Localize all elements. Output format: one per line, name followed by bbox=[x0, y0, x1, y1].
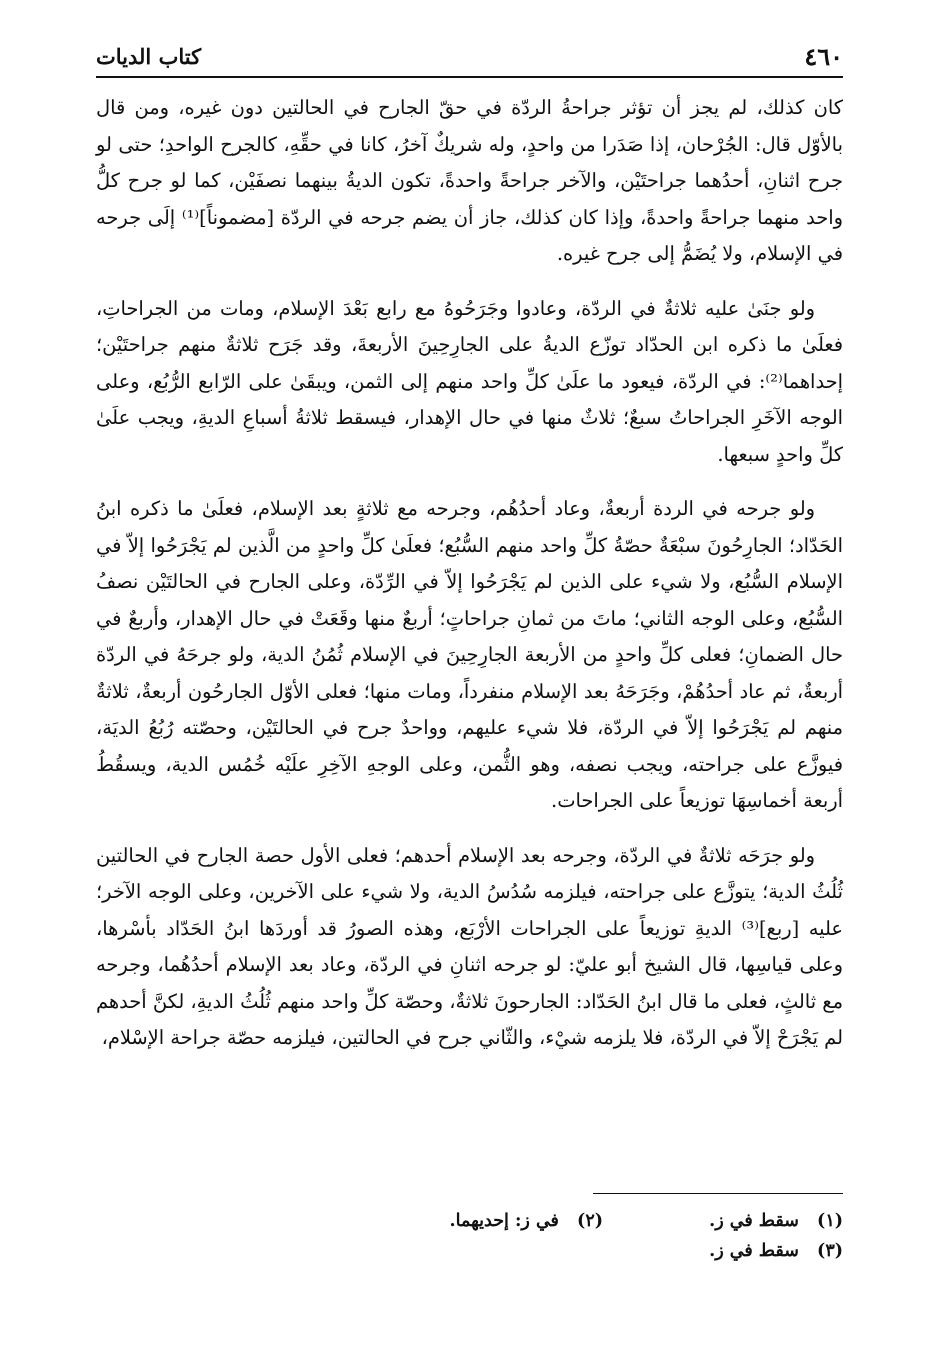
main-text bbox=[96, 90, 843, 1075]
footnote-text: سقط في ز. bbox=[709, 1211, 799, 1231]
page-header bbox=[96, 36, 843, 78]
footnote-1 bbox=[603, 1206, 843, 1236]
page-number: ٤٦٠ bbox=[804, 41, 843, 71]
footnote-number: (٢) bbox=[577, 1211, 603, 1231]
footnote-text: سقط في ز. bbox=[709, 1241, 799, 1261]
footnote-separator bbox=[593, 1193, 843, 1194]
footnote-2 bbox=[363, 1206, 603, 1236]
running-title: كتاب الديات bbox=[96, 43, 202, 69]
footnote-number: (٣) bbox=[817, 1241, 843, 1261]
footnote-row bbox=[96, 1206, 843, 1236]
footnote-number: (١) bbox=[817, 1211, 843, 1231]
paragraph-3: ولو جرحه في الردة أربعةٌ، وعاد أحدُهُم، وجرحه مع ثلاثةٍ بعد الإسلام، فعلَىٰ ما ذكره ابنُ الحَدّاد؛ الجارِحُونَ سبْعَةٌ حصّةُ كلِّ واحد منهم السُّبُع؛ فعلَىٰ كلِّ واحدٍ من الَّذين لم يَجْرَحُوا إلاّ في الإسلام السُّبُع، ولا شيء على الذين لم يَجْرَحُوا إلاّ في الرِّدّة، وعلى الجارح في الحالتَيْن نصفُ السُّبُع، وعلى الوجه الثاني؛ ماتَ من ثمانِ جراحاتٍ؛ أربعٌ منها وقَعَتْ في حال الإهدار، وأربعٌ في حال الضمانِ؛ فعلى كلِّ واحدٍ من الأربعة الجارِحِينَ في الإسلام ثُمُنُ الدية، ولو جرحَهُ في الردّة أربعةٌ، ثم عاد أحدُهُمْ، وجَرَحَهُ بعد الإسلام منفرداً، ومات منها؛ فعلى الأوّل الجارحُون أربعةٌ، ثلاثةٌ منهم لم يَجْرَحُوا إلاّ في الردّة، فلا شيء عليهم، وواحدٌ جرح في الحالتَيْن، وحصّته رُبُعُ الديَة، فيوزَّع على جراحته، ويجب نصفه، وهو الثُّمن، وعلى الوجهِ الآخِرِ علَيْه خُمُس الدية، ويسقُطُ أربعة أخماسِهَا توزيعاً على الجراحات. bbox=[96, 497, 843, 812]
footnote-text: في ز: إحديهما. bbox=[449, 1211, 559, 1231]
footnote-row bbox=[96, 1236, 843, 1266]
paragraph-2: ولو جنَىٰ عليه ثلاثةٌ في الردّة، وعادوا وجَرَحُوهُ مع رابع بَعْدَ الإسلام، ومات من الجراحاتِ، فعلَىٰ ما ذكره ابن الحدّاد توزّع الديةُ على الجارِحِينَ الأربعةَ، وقد جَرَح ثلاثةٌ منهم جراحتَيْن؛ إحداهما⁽²⁾: في الردّة، فيعود ما علَىٰ كلِّ واحد منهم إلى الثمن، ويبقَىٰ على الرّابع الرُّبُع، وعلى الوجه الآخَرِ الجراحاتُ سبعٌ؛ ثلاثٌ منها في حال الإهدار، فيسقط ثلاثةُ أسباعِ الديةِ، ويجب علَىٰ كلِّ واحدٍ سبعها. bbox=[96, 296, 843, 466]
footnote-3 bbox=[603, 1236, 843, 1266]
paragraph-1: كان كذلك، لم يجز أن تؤثر جراحةُ الردّة في حقّ الجارح في الحالتين دون غيره، ومن قال بالأوّل قال: الجُرْحان، إذا صَدَرا من واحدٍ، وله شريكٌ آخرُ، كانا في حقِّهِ، كالجرح الواحدِ؛ حتى لو جرح اثنانِ، أحدُهما جراحتَيْن، والآخر جراحةً واحدةً، تكون الديةُ بينهما نصفَيْن، كما لو جرح كلُّ واحد منهما جراحةً واحدةً، وإذا كان كذلك، جاز أن يضم جرحه في الردّة [مضموناً]⁽¹⁾ إلَى جرحه في الإسلام، ولا يُضَمُّ إلى جرح غيره. bbox=[96, 96, 843, 265]
footnotes bbox=[96, 1206, 843, 1266]
paragraph-4: ولو جرَحَه ثلاثةٌ في الردّة، وجرحه بعد الإسلام أحدهم؛ فعلى الأول حصة الجارح في الحالتين ثُلُثُ الدية؛ يتوزَّع على جراحته، فيلزمه سُدُسُ الدية، ولا شيء على الآخرين، وعلى الوجه الآخر؛ عليه [ربع]⁽³⁾ الديةِ توزيعاً على الجراحات الأرْبَع، وهذه الصورُ قد أوردَها ابنُ الحَدّاد بأسْرها، وعلى قياسِها، قال الشيخ أبو عليّ: لو جرحه اثنانِ في الردّة، وعاد بعد الإسلام أحدُهُما، وجرحه مع ثالثٍ، فعلى ما قال ابنُ الحَدّاد: الجارحونَ ثلاثةٌ، وحصّة كلِّ واحد منهم ثُلُثُ الديةِ، لكنَّ أحدهم لم يَجْرَحْ إلاّ في الردّة، فلا يلزمه شيْء، والثّاني جرح في الحالتين، فيلزمه حصّة جراحة الإسْلام، bbox=[96, 843, 843, 1049]
